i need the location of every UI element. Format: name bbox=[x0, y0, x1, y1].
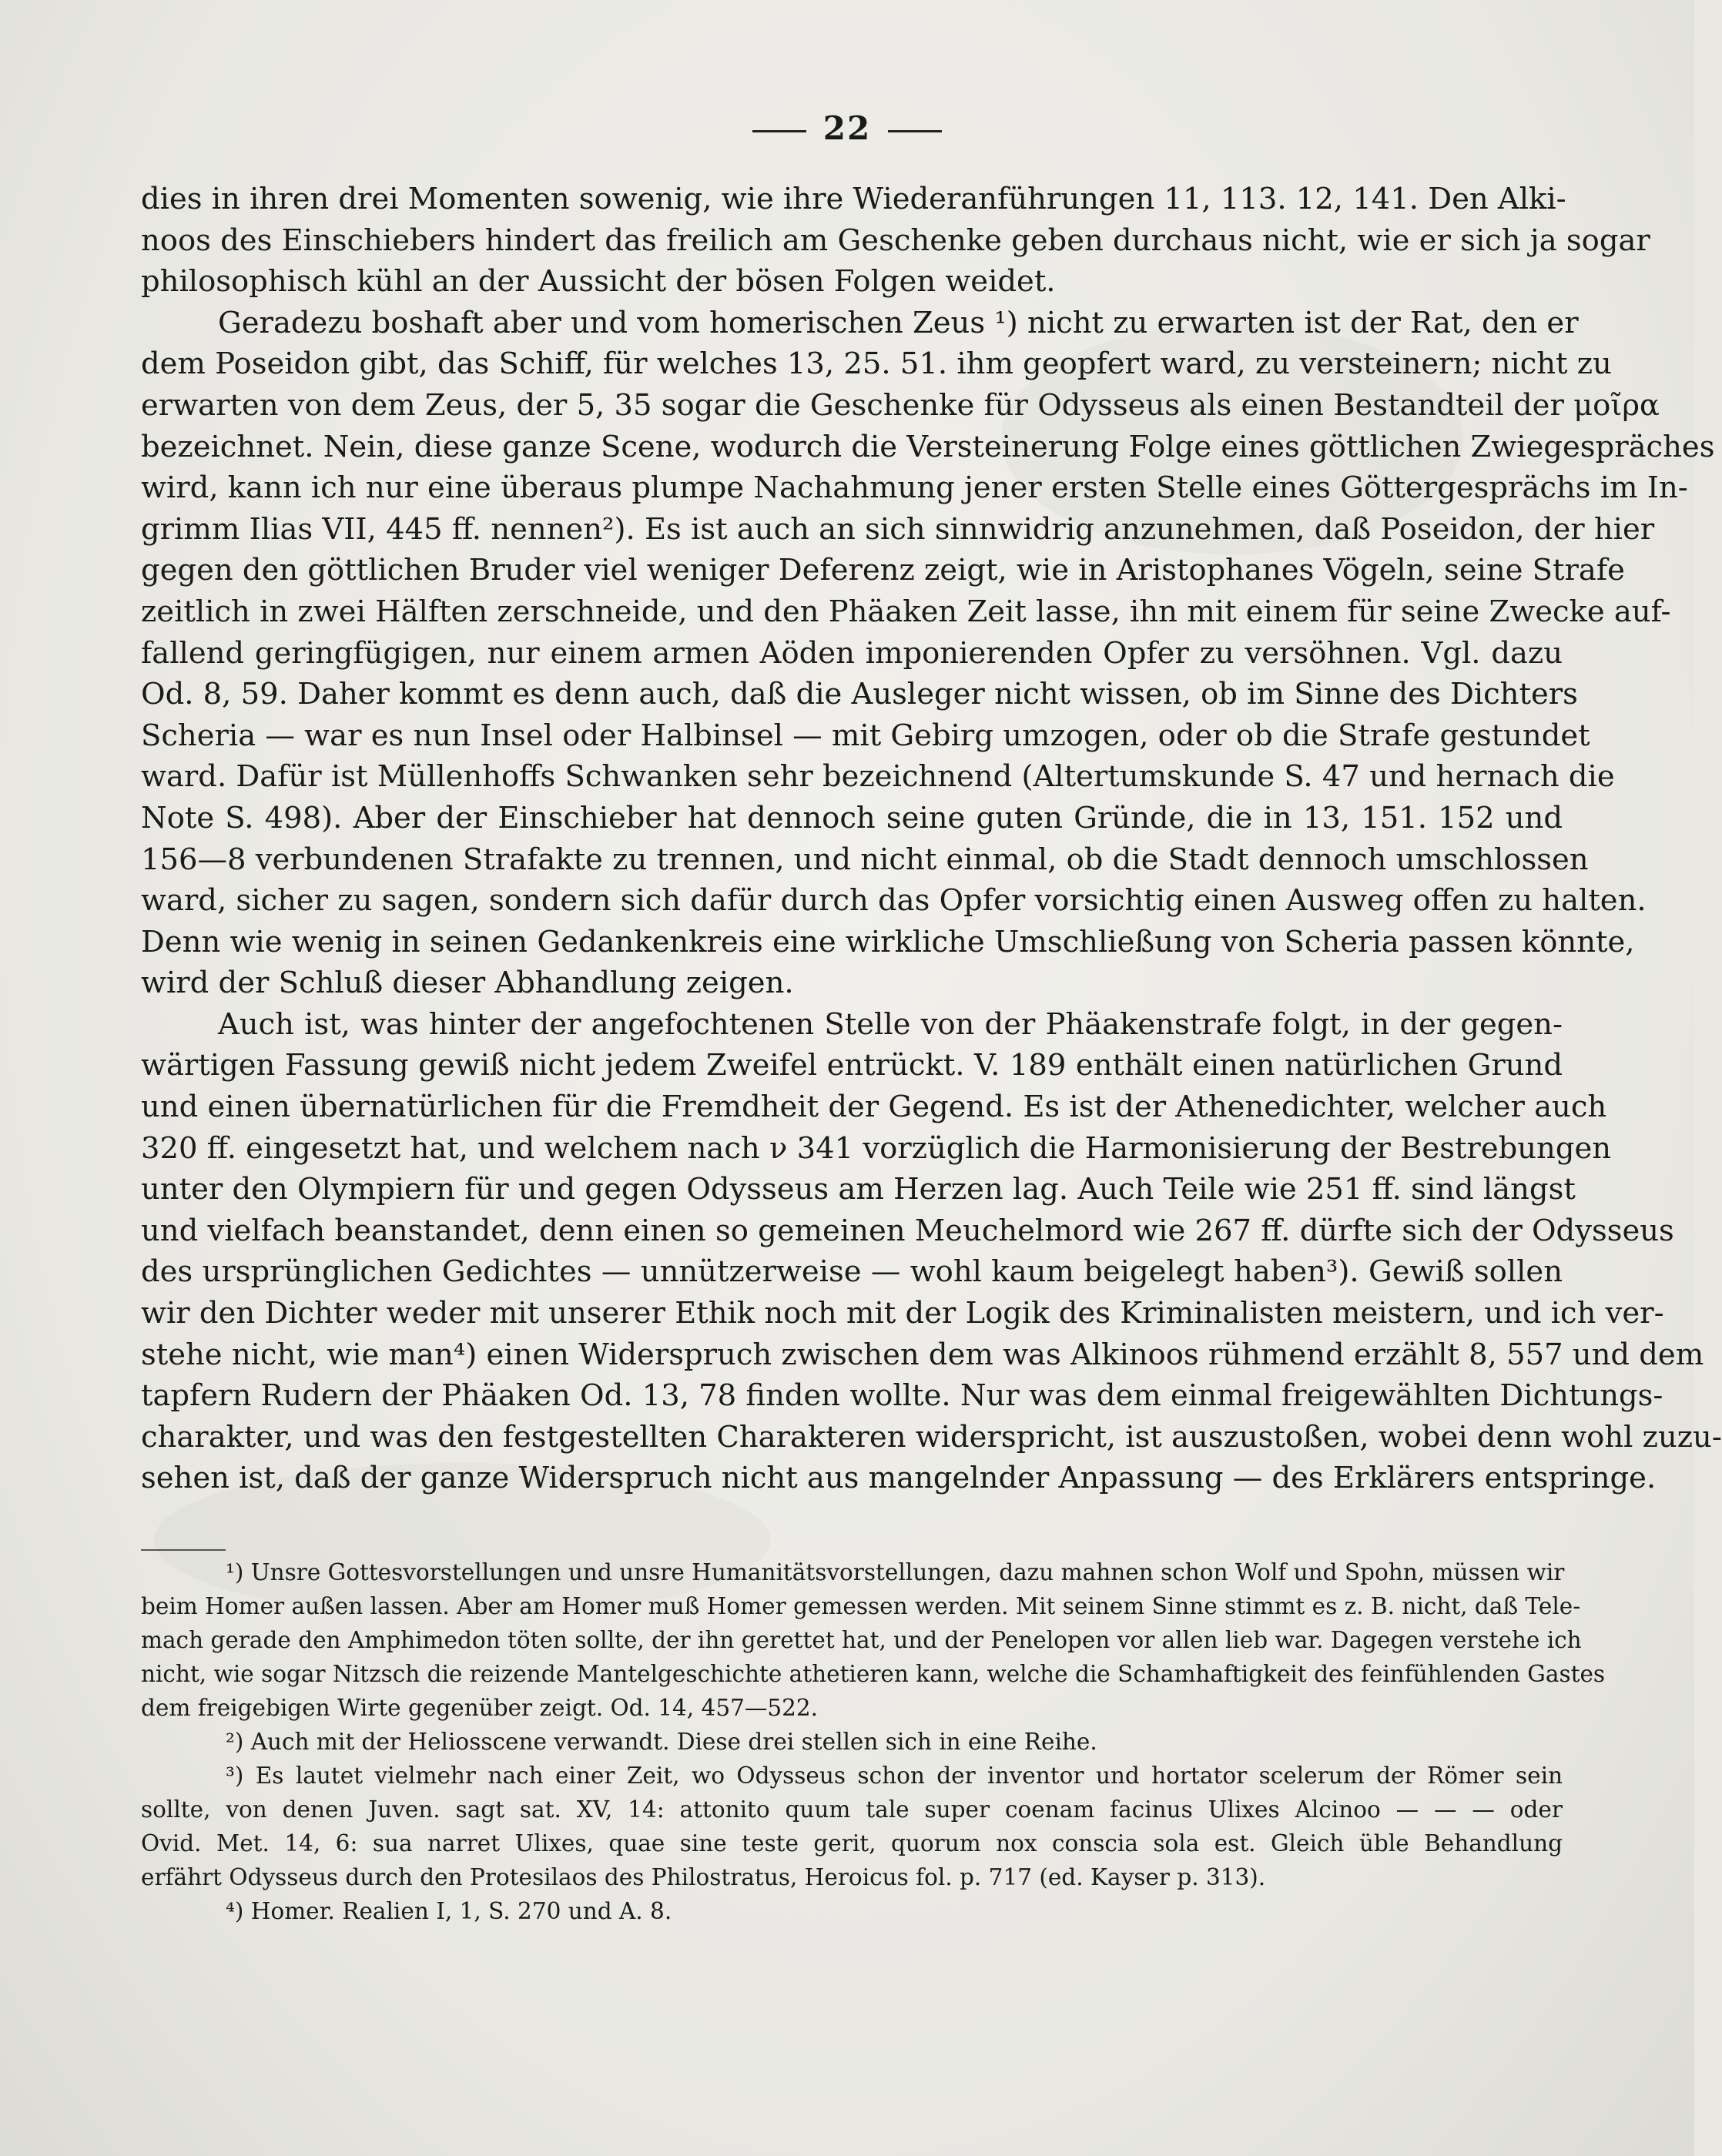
text-line: noos des Einschiebers hindert das freilich am Geschenke geben durchaus nicht, wie er sich ja sogar bbox=[141, 223, 1650, 258]
header-dash-left bbox=[752, 130, 806, 132]
text-line: erwarten von dem Zeus, der 5, 35 sogar die Geschenke für Odysseus als einen Bestandteil der μοῖρα bbox=[141, 387, 1660, 423]
footnote-line: nicht, wie sogar Nitzsch die reizende Mantelgeschichte athetieren kann, welche die Schamhaftigkeit des feinfühlenden Gastes bbox=[141, 1661, 1606, 1687]
text-line: Od. 8, 59. Daher kommt es denn auch, daß die Ausleger nicht wissen, ob im Sinne des Dichters bbox=[141, 677, 1578, 712]
text-line: sehen ist, daß der ganze Widerspruch nicht aus mangelnder Anpassung — des Erklärers entspringe. bbox=[141, 1461, 1657, 1496]
footnote-line: dem freigebigen Wirte gegenüber zeigt. Od. 14, 457—522. bbox=[141, 1695, 819, 1721]
text-line: tapfern Rudern der Phäaken Od. 13, 78 finden wollte. Nur was dem einmal freigewählten Dichtungs- bbox=[141, 1378, 1663, 1414]
text-line: und einen übernatürlichen für die Fremdheit der Gegend. Es ist der Athenedichter, welcher auch bbox=[141, 1090, 1607, 1125]
text-line: wir den Dichter weder mit unserer Ethik noch mit der Logik des Kriminalisten meistern, und ich ver- bbox=[141, 1296, 1664, 1331]
text-line: wärtigen Fassung gewiß nicht jedem Zweifel entrückt. V. 189 enthält einen natürlichen Grund bbox=[141, 1048, 1563, 1083]
text-line: 320 ff. eingesetzt hat, und welchem nach ν 341 vorzüglich die Harmonisierung der Bestrebungen bbox=[141, 1130, 1612, 1166]
header-dash-right bbox=[888, 130, 942, 132]
text-line: bezeichnet. Nein, diese ganze Scene, wodurch die Versteinerung Folge eines göttlichen Zwiegespräches bbox=[141, 429, 1715, 464]
text-line: Auch ist, was hinter der angefochtenen Stelle von der Phäakenstrafe folgt, in der gegen- bbox=[218, 1006, 1563, 1042]
text-line: Geradezu boshaft aber und vom homerischen Zeus ¹) nicht zu erwarten ist der Rat, den er bbox=[218, 305, 1579, 340]
footnote-line: ⁴) Homer. Realien I, 1, S. 270 und A. 8. bbox=[226, 1898, 672, 1924]
page-number-header bbox=[0, 109, 1694, 147]
text-line: Denn wie wenig in seinen Gedankenkreis eine wirkliche Umschließung von Scheria passen könnte, bbox=[141, 924, 1635, 959]
footnotes bbox=[141, 1555, 1606, 1928]
text-line: wird, kann ich nur eine überaus plumpe Nachahmung jener ersten Stelle eines Göttergesprächs im In- bbox=[141, 470, 1688, 506]
text-line: 156—8 verbundenen Strafakte zu trennen, und nicht einmal, ob die Stadt dennoch umschlossen bbox=[141, 842, 1589, 877]
text-line: dem Poseidon gibt, das Schiff, für welches 13, 25. 51. ihm geopfert ward, zu versteinern; nicht zu bbox=[141, 346, 1612, 382]
text-line: wird der Schluß dieser Abhandlung zeigen. bbox=[141, 966, 794, 1001]
footnote-line: sollte, von denen Juven. sagt sat. XV, 14: attonito quum tale super coenam facinus Ulixes Alcinoo — — — oder bbox=[141, 1796, 1563, 1823]
text-line: Note S. 498). Aber der Einschieber hat dennoch seine guten Gründe, die in 13, 151. 152 und bbox=[141, 800, 1563, 835]
footnote-rule bbox=[141, 1549, 226, 1551]
text-line: Scheria — war es nun Insel oder Halbinsel — mit Gebirg umzogen, oder ob die Strafe gestundet bbox=[141, 718, 1590, 753]
text-line: philosophisch kühl an der Aussicht der bösen Folgen weidet. bbox=[141, 264, 1056, 300]
text-line: charakter, und was den festgestellten Charakteren widerspricht, ist auszustoßen, wobei denn wohl zuzu- bbox=[141, 1419, 1722, 1455]
text-line: gegen den göttlichen Bruder viel weniger Deferenz zeigt, wie in Aristophanes Vögeln, seine Strafe bbox=[141, 553, 1625, 588]
main-text bbox=[141, 179, 1722, 1499]
text-line: des ursprünglichen Gedichtes — unnützerweise — wohl kaum beigelegt haben³). Gewiß sollen bbox=[141, 1254, 1563, 1290]
footnote-line: ³) Es lautet vielmehr nach einer Zeit, wo Odysseus schon der inventor und hortator scelerum der Römer sein bbox=[226, 1763, 1563, 1789]
text-line: ward, sicher zu sagen, sondern sich dafür durch das Opfer vorsichtig einen Ausweg offen zu halten. bbox=[141, 883, 1647, 919]
text-line: dies in ihren drei Momenten sowenig, wie ihre Wiederanführungen 11, 113. 12, 141. Den Alki- bbox=[141, 182, 1566, 216]
text-line: grimm Ilias VII, 445 ff. nennen²). Es ist auch an sich sinnwidrig anzunehmen, daß Poseidon, der hier bbox=[141, 511, 1655, 547]
text-line: zeitlich in zwei Hälften zerschneide, und den Phäaken Zeit lasse, ihn mit einem für seine Zwecke auf- bbox=[141, 594, 1671, 629]
footnote-line: ²) Auch mit der Heliosscene verwandt. Diese drei stellen sich in eine Reihe. bbox=[226, 1729, 1097, 1755]
footnote-line: Ovid. Met. 14, 6: sua narret Ulixes, quae sine teste gerit, quorum nox conscia sola est. Gleich üble Behandlung bbox=[141, 1830, 1563, 1856]
text-line: unter den Olympiern für und gegen Odysseus am Herzen lag. Auch Teile wie 251 ff. sind längst bbox=[141, 1172, 1576, 1207]
footnote-line: beim Homer außen lassen. Aber am Homer muß Homer gemessen werden. Mit seinem Sinne stimmt es z. B. nicht, daß Tele- bbox=[141, 1593, 1581, 1619]
footnote-line: mach gerade den Amphimedon töten sollte, der ihn gerettet hat, und der Penelopen vor allen lieb war. Dagegen verstehe ich bbox=[141, 1627, 1582, 1653]
text-line: fallend geringfügigen, nur einem armen Aöden imponierenden Opfer zu versöhnen. Vgl. dazu bbox=[141, 635, 1563, 671]
footnote-line: erfährt Odysseus durch den Protesilaos des Philostratus, Heroicus fol. p. 717 (ed. Kayser p. 313). bbox=[141, 1864, 1266, 1890]
text-line: ward. Dafür ist Müllenhoffs Schwanken sehr bezeichnend (Altertumskunde S. 47 und hernach die bbox=[141, 759, 1615, 795]
footnote-line: ¹) Unsre Gottesvorstellungen und unsre Humanitätsvorstellungen, dazu mahnen schon Wolf und Spohn, müssen wir bbox=[226, 1559, 1565, 1585]
text-line: stehe nicht, wie man⁴) einen Widerspruch zwischen dem was Alkinoos rühmend erzählt 8, 557 und dem bbox=[141, 1337, 1704, 1372]
text-line: und vielfach beanstandet, denn einen so gemeinen Meuchelmord wie 267 ff. dürfte sich der Odysseus bbox=[141, 1213, 1674, 1248]
page-number: 22 bbox=[822, 109, 872, 147]
